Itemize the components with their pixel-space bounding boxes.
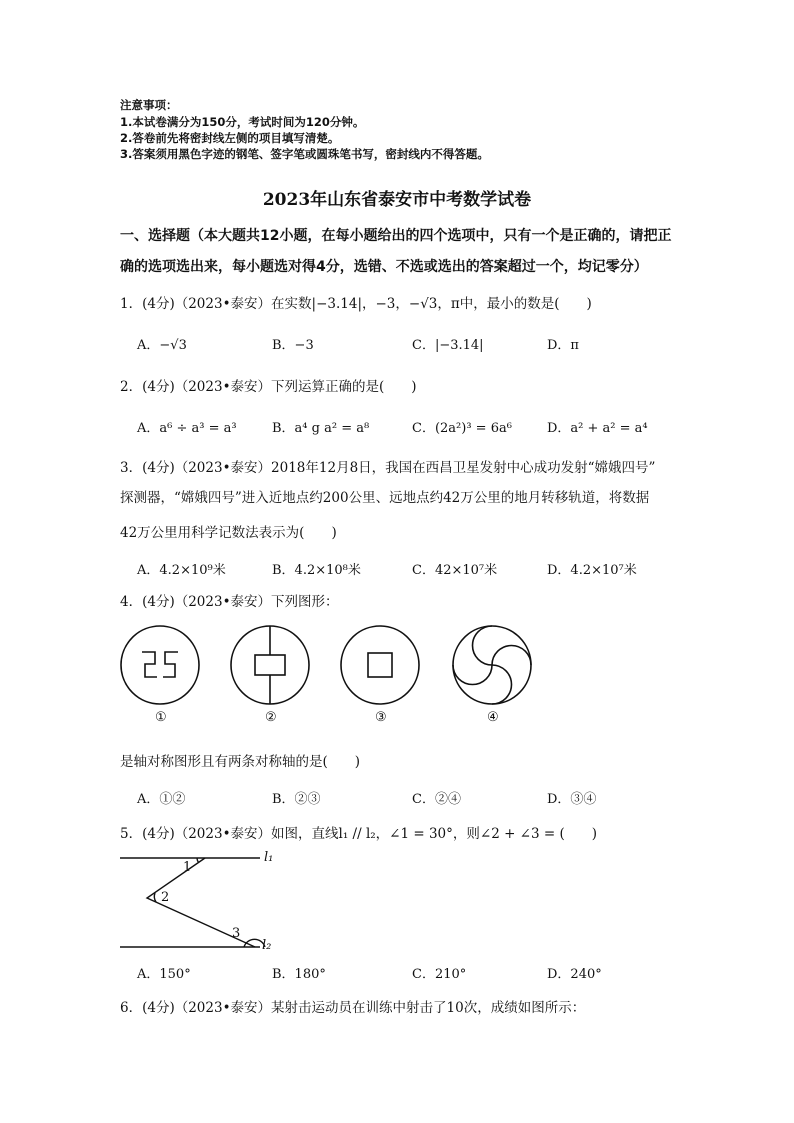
figure-3-circle-pattern: [341, 626, 419, 704]
question-2-option-d: D．a² + a² = a⁴: [547, 421, 648, 436]
question-2-option-c: C．(2a²)³ = 6a⁶: [412, 421, 512, 436]
question-6-stem: 6．(4分)（2023•泰安）某射击运动员在训练中射击了10次，成绩如图所示：: [120, 1000, 586, 1016]
question-5-stem: 5．(4分)（2023•泰安）如图，直线l₁ // l₂，∠1 = 30°，则∠2 + ∠3 = ( ): [120, 826, 598, 842]
section-heading-line-2: 确的选项选出来，每小题选对得4分，选错、不选或选出的答案超过一个，均记零分）: [120, 259, 648, 275]
question-4-option-d: D．③④: [547, 792, 597, 807]
question-1-stem: 1．(4分)（2023•泰安）在实数|−3.14|，−3，−√3，π中，最小的数是( ): [120, 296, 592, 312]
question-3-line-1: 3．(4分)（2023•泰安）2018年12月8日，我国在西昌卫星发射中心成功发射“嫦娥四号”: [120, 460, 656, 476]
figure-2-circle-pattern: [231, 626, 309, 704]
figure-2-label: ②: [265, 710, 277, 725]
angle-3-label: 3: [232, 926, 241, 941]
section-heading-line-1: 一、选择题（本大题共12小题，在每小题给出的四个选项中，只有一个是正确的，请把正: [120, 228, 672, 244]
question-2-stem: 2．(4分)（2023•泰安）下列运算正确的是( ): [120, 379, 417, 395]
page-title: 2023年山东省泰安市中考数学试卷: [262, 190, 532, 210]
question-2-option-a: A．a⁶ ÷ a³ = a³: [137, 421, 237, 436]
notice-item-3: 3.答案须用黑色字迹的钢笔、签字笔或圆珠笔书写，密封线内不得答题。: [120, 147, 489, 161]
question-1-option-c: C．|−3.14|: [412, 338, 484, 353]
notice-item-1: 1.本试卷满分为150分，考试时间为120分钟。: [120, 115, 365, 129]
question-1-option-a: A．−√3: [137, 338, 187, 353]
question-5-option-c: C．210°: [412, 967, 467, 982]
question-3-option-c: C．42×10⁷米: [412, 563, 498, 578]
line-l2-label: l₂: [262, 938, 272, 953]
figure-4-circle-pattern: [453, 626, 531, 704]
line-l1-label: l₁: [264, 850, 274, 865]
question-3-option-d: D．4.2×10⁷米: [547, 563, 637, 578]
question-3-option-a: A．4.2×10⁹米: [137, 563, 226, 578]
figure-4-label: ④: [487, 710, 499, 725]
figure-3-label: ③: [375, 710, 387, 725]
angle-2-label: 2: [161, 890, 170, 905]
angle-1-label: 1: [183, 860, 192, 875]
question-4-stem: 4．(4分)（2023•泰安）下列图形：: [120, 594, 339, 610]
question-1-option-d: D．π: [547, 338, 579, 353]
question-1-option-b: B．−3: [272, 338, 314, 353]
question-5-option-d: D．240°: [547, 967, 602, 982]
question-5-parallel-lines-figure: [115, 850, 285, 955]
question-5-option-a: A．150°: [137, 967, 191, 982]
question-3-line-3: 42万公里用科学记数法表示为( ): [120, 525, 337, 541]
notice-heading: 注意事项：: [120, 98, 178, 112]
notice-item-2: 2.答卷前先将密封线左侧的项目填写清楚。: [120, 131, 340, 145]
question-4-followup: 是轴对称图形且有两条对称轴的是( ): [120, 754, 361, 770]
question-4-option-a: A．①②: [137, 792, 186, 807]
question-4-option-c: C．②④: [412, 792, 461, 807]
figure-1-circle-pattern: [121, 626, 199, 704]
figure-1-label: ①: [155, 710, 167, 725]
question-2-option-b: B．a⁴ g a² = a⁸: [272, 421, 370, 436]
question-4-option-b: B．②③: [272, 792, 321, 807]
question-3-line-2: 探测器，“嫦娥四号”进入近地点约200公里、远地点约42万公里的地月转移轨道，将数据: [120, 490, 650, 506]
question-5-option-b: B．180°: [272, 967, 326, 982]
question-3-option-b: B．4.2×10⁸米: [272, 563, 361, 578]
